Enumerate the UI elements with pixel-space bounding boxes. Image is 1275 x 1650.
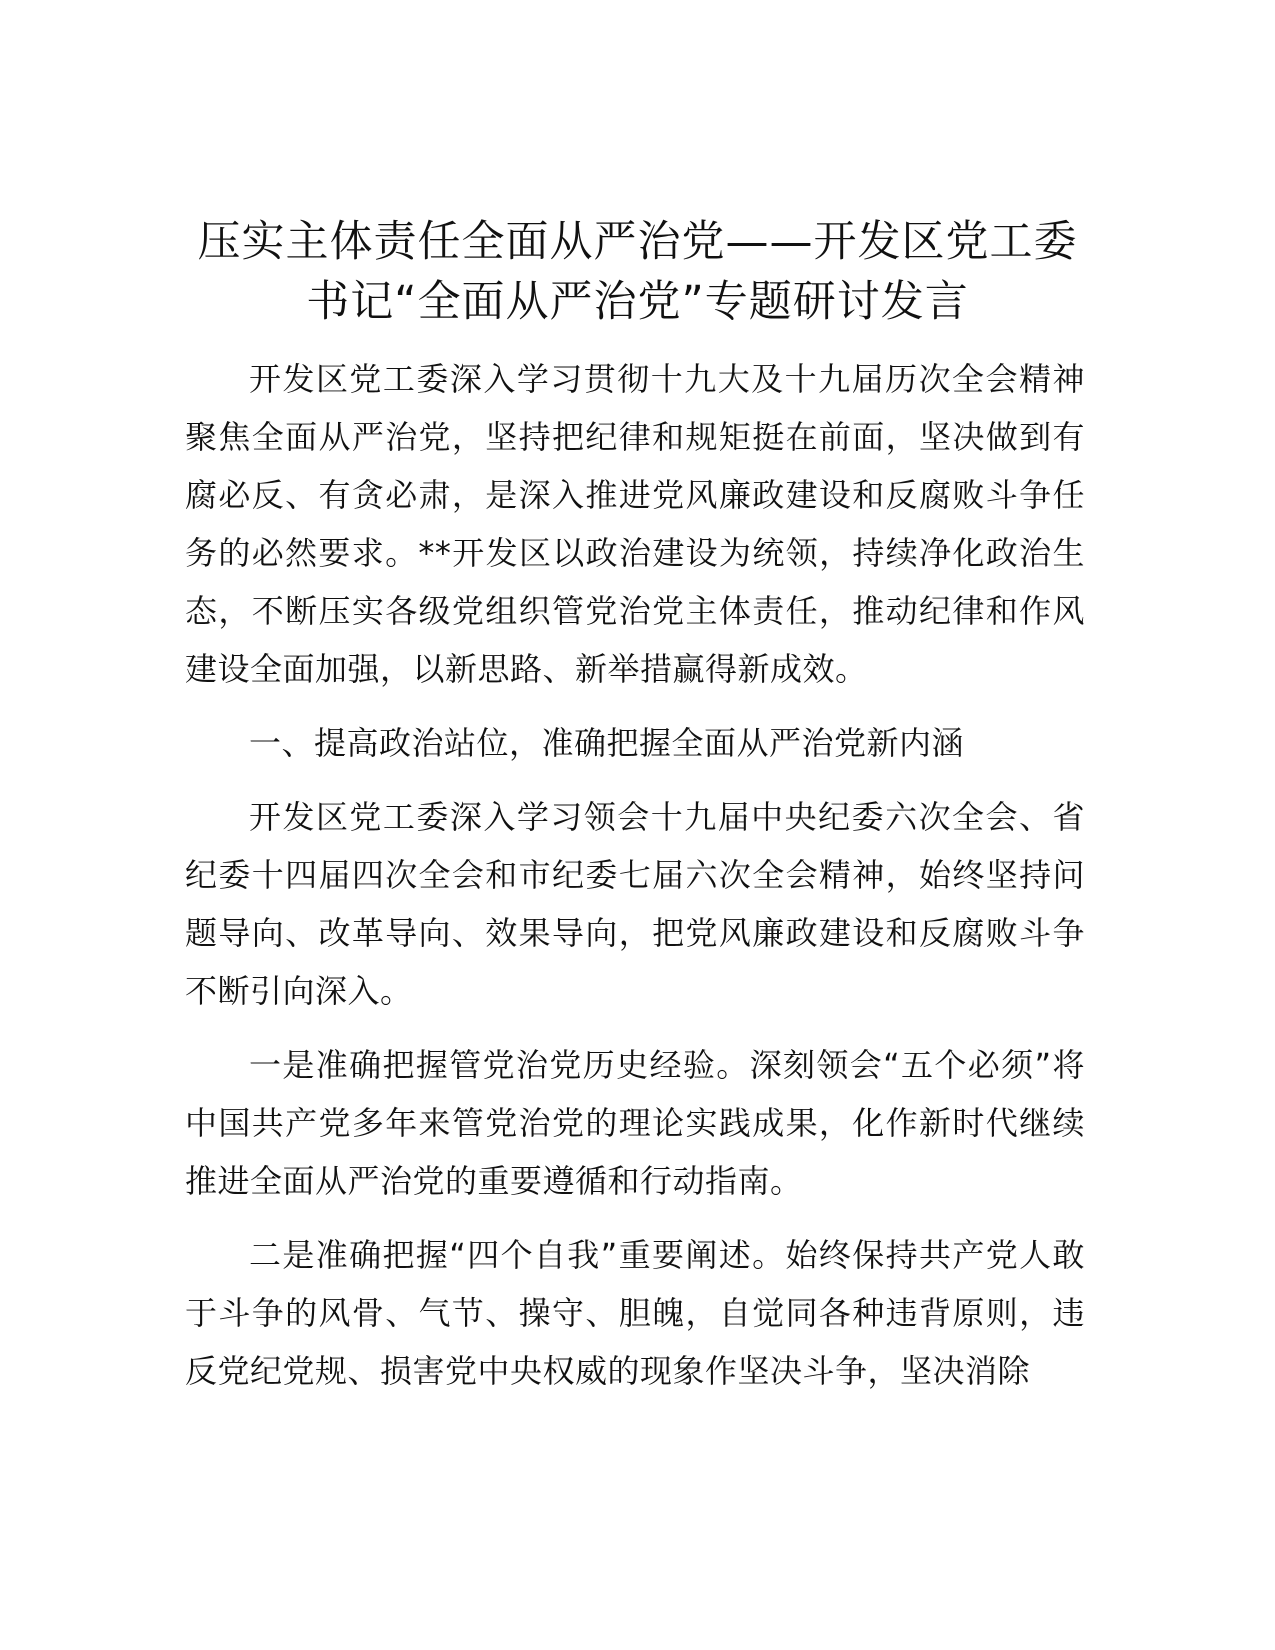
paragraph-section-1: 开发区党工委深入学习领会十九届中央纪委六次全会、省纪委十四届四次全会和市纪委七届六次全会精神，始终坚持问题导向、改革导向、效果导向，把党风廉政建设和反腐败斗争不断引向深入。 — [185, 798, 1085, 1010]
document-title — [150, 212, 1125, 332]
document-body — [185, 350, 1085, 1416]
title-line-1: 压实主体责任全面从严治党——开发区党工委 — [197, 217, 1078, 267]
paragraph-point-1: 一是准确把握管党治党历史经验。深刻领会“五个必须”将中国共产党多年来管党治党的理论实践成果，化作新时代继续推进全面从严治党的重要遵循和行动指南。 — [185, 1046, 1085, 1200]
paragraph-intro: 开发区党工委深入学习贯彻十九大及十九届历次全会精神聚焦全面从严治党，坚持把纪律和规矩挺在前面，坚决做到有腐必反、有贪必肃，是深入推进党风廉政建设和反腐败斗争任务的必然要求。**开发区以政治建设为统领，持续净化政治生态，不断压实各级党组织管党治党主体责任，推动纪律和作风建设全面加强，以新思路、新举措赢得新成效。 — [185, 360, 1085, 688]
paragraph-point-2: 二是准确把握“四个自我”重要阐述。始终保持共产党人敢于斗争的风骨、气节、操守、胆魄，自觉同各种违背原则，违反党纪党规、损害党中央权威的现象作坚决斗争，坚决消除 — [185, 1236, 1085, 1390]
section-heading-1: 一、提高政治站位，准确把握全面从严治党新内涵 — [249, 724, 965, 762]
title-line-2: 书记“全面从严治党”专题研讨发言 — [306, 277, 969, 327]
